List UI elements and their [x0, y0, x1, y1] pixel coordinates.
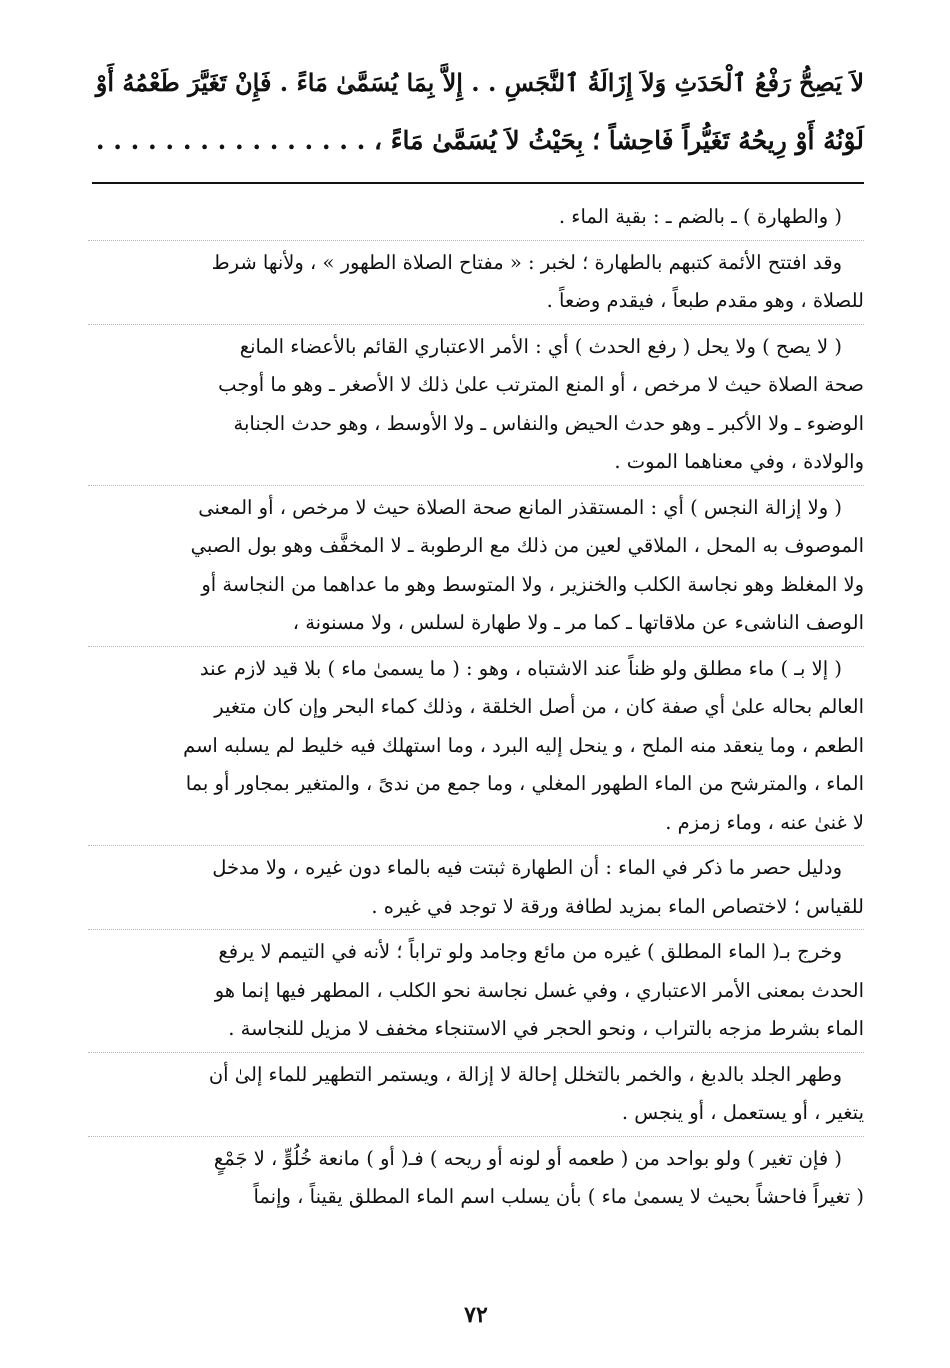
commentary-line: الطعم ، وما ينعقد منه الملح ، و ينحل إليه البرد ، وما استهلك فيه خليط لم يسلبه اسم: [183, 733, 864, 757]
paragraph-separator: [88, 1052, 864, 1053]
commentary-line: ( والطهارة ) ـ بالضم ـ : بقية الماء .: [558, 205, 842, 228]
commentary-line: ( ولا إزالة النجس ) أي : المستقذر المانع صحة الصلاة حيث لا مرخص ، أو المعنى: [198, 495, 842, 519]
footnote-divider: [92, 182, 864, 184]
commentary-line: صحة الصلاة حيث لا مرخص ، أو المنع المترتب علىٰ ذلك لا الأصغر ـ وهو ما أوجب: [218, 373, 864, 396]
commentary-line: وطهر الجلد بالدبغ ، والخمر بالتخلل إحالة لا إزالة ، ويستمر التطهير للماء إلىٰ أن: [208, 1062, 842, 1086]
paragraph-separator: [88, 1136, 864, 1137]
matn-line: لاَ يَصِحُّ رَفْعُ ٱلْحَدَثِ وَلاَ إِزَالَةُ ٱلنَّجَسِ . . إِلاَّ بِمَا يُسَمَّىٰ مَاءً . فَإِنْ تَغَيَّرَ طَعْمُهُ أَوْ: [95, 68, 864, 97]
commentary-line: يتغير ، أو يستعمل ، أو ينجس .: [621, 1101, 864, 1124]
matn-line: لَوْنُهُ أَوْ رِيحُهُ تَغَيُّراً فَاحِشاً ؛ بِحَيْثُ لاَ يُسَمَّىٰ مَاءً ، . . . . . . . . . . . . . . . .: [95, 126, 864, 155]
commentary-line: للصلاة ، وهو مقدم طبعاً ، فيقدم وضعاً .: [546, 289, 864, 312]
matn-text: [88, 54, 864, 170]
commentary-line: وخرج بـ( الماء المطلق ) غيره من مائع وجامد ولو تراباً ؛ لأنه في التيمم لا يرفع: [218, 940, 842, 963]
commentary-paragraph: [88, 489, 864, 643]
commentary-line: الموصوف به المحل ، الملاقي لعين من ذلك مع الرطوبة ـ لا المخفَّف وهو بول الصبي: [190, 534, 864, 557]
commentary-line: ولا المغلظ وهو نجاسة الكلب والخنزير ، ولا المتوسط وهو ما عداهما من النجاسة أو: [201, 572, 864, 596]
commentary-line: للقياس ؛ لاختصاص الماء بمزيد لطافة ورقة لا توجد في غيره .: [371, 894, 864, 918]
commentary-line: ( تغيراً فاحشاً بحيث لا يسمىٰ ماء ) بأن يسلب اسم الماء المطلق يقيناً ، وإنماً: [253, 1185, 864, 1208]
commentary-line: ( إلا بـ ) ماء مطلق ولو ظناً عند الاشتباه ، وهو : ( ما يسمىٰ ماء ) بلا قيد لازم عند: [199, 656, 842, 680]
paragraph-separator: [88, 240, 864, 241]
commentary-line: والولادة ، وفي معناهما الموت .: [614, 450, 864, 473]
paragraph-separator: [88, 929, 864, 930]
commentary-line: الوضوء ـ ولا الأكبر ـ وهو حدث الحيض والنفاس ـ ولا الأوسط ، وهو حدث الجنابة: [233, 411, 864, 435]
commentary-line: الماء بشرط مزجه بالتراب ، ونحو الحجر في الاستنجاء مخفف لا مزيل للنجاسة .: [228, 1017, 864, 1040]
commentary-line: ( لا يصح ) ولا يحل ( رفع الحدث ) أي : الأمر الاعتباري القائم بالأعضاء المانع: [239, 334, 842, 358]
commentary-line: الحدث بمعنى الأمر الاعتباري ، وفي غسل نجاسة نحو الكلب ، المطهر فيها إنما هو: [214, 978, 864, 1002]
commentary-paragraph: [88, 198, 864, 237]
paragraph-separator: [88, 845, 864, 846]
commentary-paragraph: [88, 849, 864, 926]
commentary-text: [88, 198, 864, 1217]
commentary-paragraph: [88, 1140, 864, 1217]
paragraph-separator: [88, 324, 864, 325]
commentary-line: ودليل حصر ما ذكر في الماء : أن الطهارة ثبتت فيه بالماء دون غيره ، ولا مدخل: [212, 856, 842, 879]
commentary-paragraph: [88, 244, 864, 321]
commentary-line: لا غنىٰ عنه ، وماء زمزم .: [665, 810, 864, 834]
page-number: ٧٢: [464, 1302, 488, 1328]
commentary-paragraph: [88, 1056, 864, 1133]
commentary-line: العالم بحاله علىٰ أي صفة كان ، من أصل الخلقة ، وذلك كماء البحر وإن كان متغير: [214, 695, 864, 718]
paragraph-separator: [88, 646, 864, 647]
commentary-line: ( فإن تغير ) ولو بواحد من ( طعمه أو لونه أو ريحه ) فـ( أو ) مانعة خُلُوٍّ ، لا جَمْعٍ: [213, 1146, 842, 1170]
commentary-line: وقد افتتح الأئمة كتبهم بالطهارة ؛ لخبر : « مفتاح الصلاة الطهور » ، ولأنها شرط: [211, 250, 842, 274]
commentary-paragraph: [88, 933, 864, 1049]
commentary-line: الوصف الناشىء عن ملاقاتها ـ كما مر ـ ولا طهارة لسلس ، ولا مسنونة ،: [292, 611, 864, 634]
commentary-line: الماء ، والمترشح من الماء الطهور المغلي ، وما جمع من ندىً ، والمتغير بمجاور أو بما: [185, 772, 864, 795]
book-page: [88, 40, 864, 1340]
paragraph-separator: [88, 485, 864, 486]
commentary-paragraph: [88, 650, 864, 843]
commentary-paragraph: [88, 328, 864, 482]
